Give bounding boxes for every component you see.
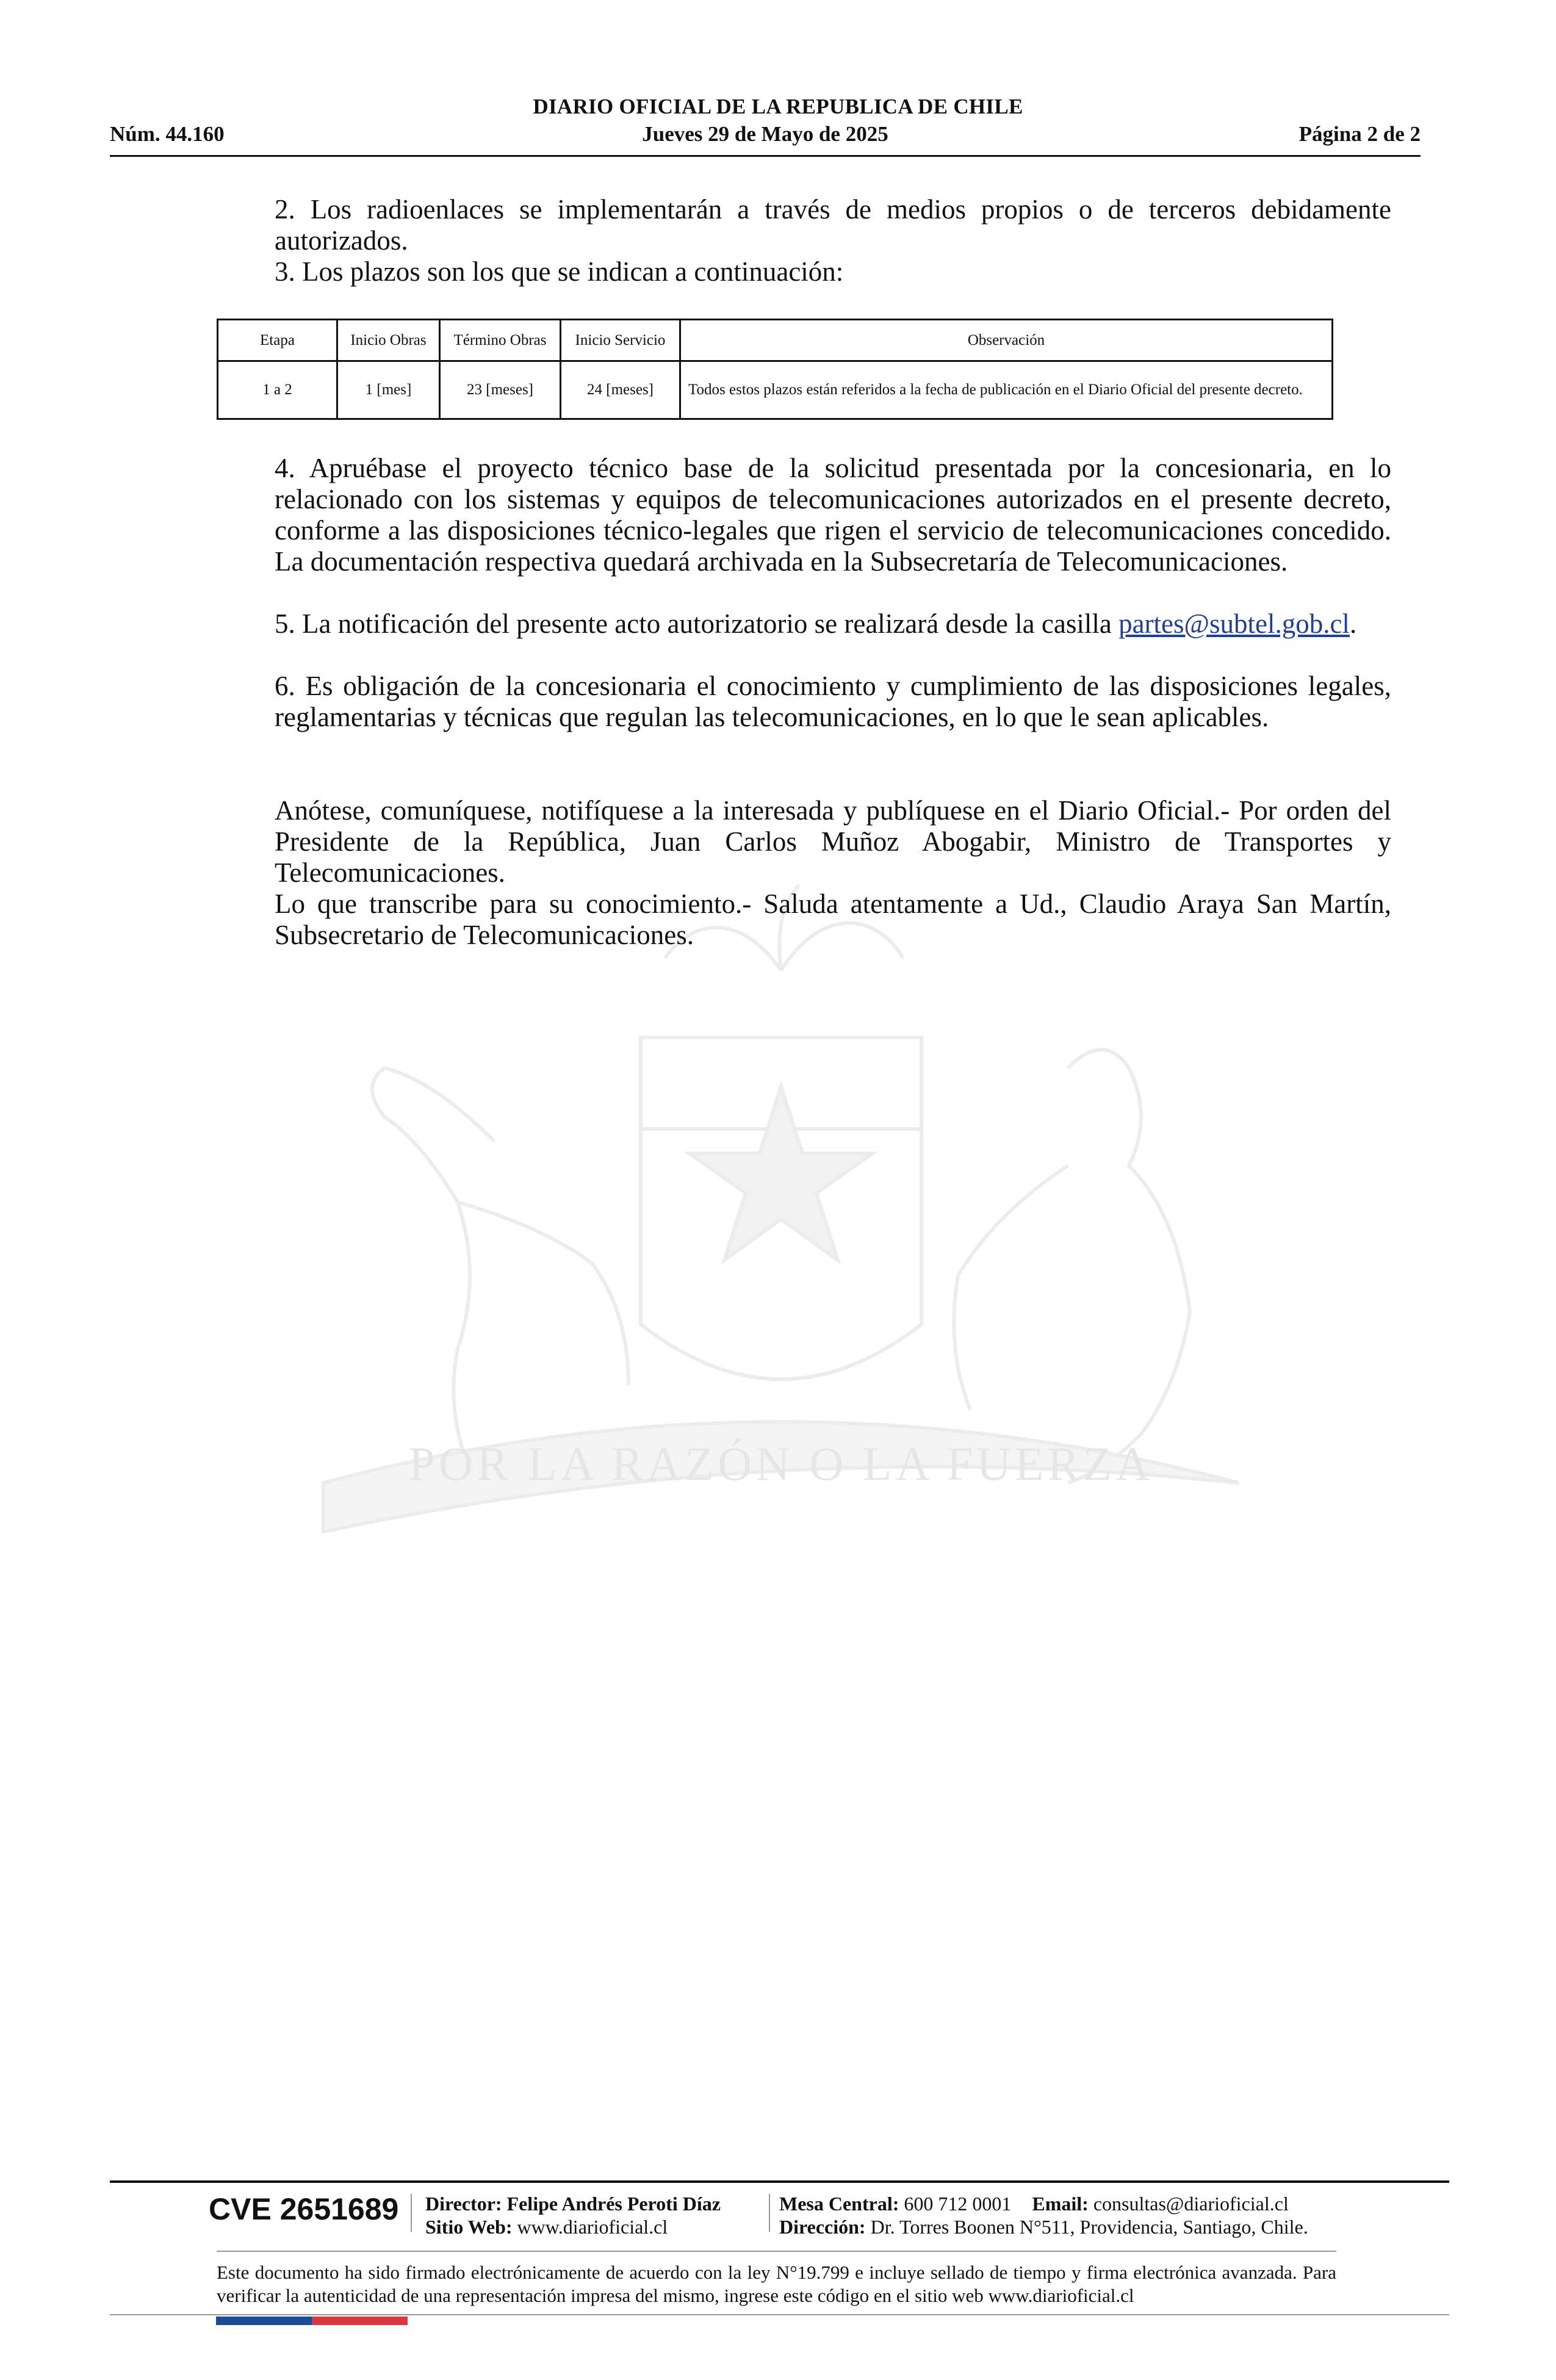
closing-paragraph: Anótese, comuníquese, notifíquese a la interesada y publíquese en el Diario Oficial.- Por orden del Presidente de la República, Juan Carlos Muñoz Abogabir, Ministro de Transportes y Telecomunicaciones. [275,795,1391,888]
deadlines-table [217,319,1333,420]
address-label: Dirección: [779,2216,866,2238]
table-cell-observation: Todos estos plazos están referidos a la fecha de publicación en el Diario Oficial del presente decreto. [680,361,1333,419]
flag-blue-bar [216,2317,312,2325]
footer-separator [411,2194,412,2232]
newspaper-title: DIARIO OFICIAL DE LA REPUBLICA DE CHILE [533,95,1023,118]
item-5-suffix: . [1349,608,1357,639]
signature-notice: Este documento ha sido firmado electrónicamente de acuerdo con la ley N°19.799 e incluye sellado de tiempo y firma electrónica avanzada. Para verificar la autenticidad de una representación impresa del mismo, ingrese este código en el sitio web www.diarioficial.cl [217,2262,1336,2306]
table-header-cell: Término Obras [440,320,561,361]
issue-date: Jueves 29 de Mayo de 2025 [642,122,888,146]
phone-label: Mesa Central: [779,2193,899,2215]
table-header-cell: Etapa [218,320,337,361]
transcription-paragraph: Lo que transcribe para su conocimiento.- Saluda atentamente a Ud., Claudio Araya San Martín, Subsecretario de Telecomunicaciones. [275,889,1391,950]
footer-inner-divider [217,2251,1336,2252]
email-link[interactable]: partes@subtel.gob.cl [1118,608,1350,639]
condor-icon [954,1050,1190,1483]
footer-divider [110,2180,1449,2183]
table-cell: 1 a 2 [218,361,337,419]
table-header-cell: Inicio Servicio [561,320,680,361]
page-indicator: Página 2 de 2 [1298,122,1421,146]
huemul-icon [372,1068,629,1471]
footer-director-block [425,2192,721,2238]
table-header-cell: Inicio Obras [337,320,440,361]
paragraph-item-5 [217,608,1391,640]
header-divider [110,155,1421,157]
table-row [218,361,1333,419]
table-header-cell: Observación [680,320,1333,361]
flag-red-bar [312,2317,408,2325]
website-link[interactable]: www.diarioficial.cl [517,2216,668,2238]
contact-email[interactable]: consultas@diarioficial.cl [1093,2193,1289,2215]
item-5-text: 5. La notificación del presente acto autorizatorio se realizará desde la casilla [275,608,1119,639]
footer-contact-block [779,2192,1308,2238]
table-header-row [218,320,1333,361]
director-label: Director: [425,2193,502,2215]
director-name: Felipe Andrés Peroti Díaz [506,2193,721,2215]
paragraph-item-6: 6. Es obligación de la concesionaria el conocimiento y cumplimiento de las disposiciones legales, reglamentarias y técnicas que regulan las telecomunicaciones, en lo que le sean aplicables. [275,671,1391,732]
paragraph-item-2: 2. Los radioenlaces se implementarán a través de medios propios o de terceros debidamente autorizados. [275,194,1391,256]
cve-code: CVE 2651689 [209,2192,399,2226]
header-row [110,122,1421,149]
address-value: Dr. Torres Boonen N°511, Providencia, Santiago, Chile. [870,2216,1308,2238]
paragraph-item-3: 3. Los plazos son los que se indican a continuación: [275,256,844,287]
flag-stripe [216,2317,408,2325]
table-cell: 1 [mes] [337,361,440,419]
phone-number: 600 712 0001 [904,2193,1012,2215]
paragraph-item-4: 4. Apruébase el proyecto técnico base de la solicitud presentada por la concesionaria, en lo relacionado con los sistemas y equipos de telecomunicaciones autorizados en el presente decreto, conforme a las disposiciones técnico-legales que rigen el servicio de telecomunicaciones concedido. La documentación respectiva quedará archivada en la Subsecretaría de Telecomunicaciones. [275,453,1391,577]
coat-of-arms-watermark [201,885,1361,1678]
footer-separator [769,2194,770,2232]
website-label: Sitio Web: [425,2216,513,2238]
table-cell: 24 [meses] [561,361,680,419]
star-icon [690,1086,873,1260]
email-label: Email: [1032,2193,1089,2215]
motto-text: POR LA RAZÓN O LA FUERZA [408,1437,1154,1490]
footer-bottom-divider [110,2314,1449,2315]
issue-number: Núm. 44.160 [110,122,225,146]
table-cell: 23 [meses] [440,361,561,419]
